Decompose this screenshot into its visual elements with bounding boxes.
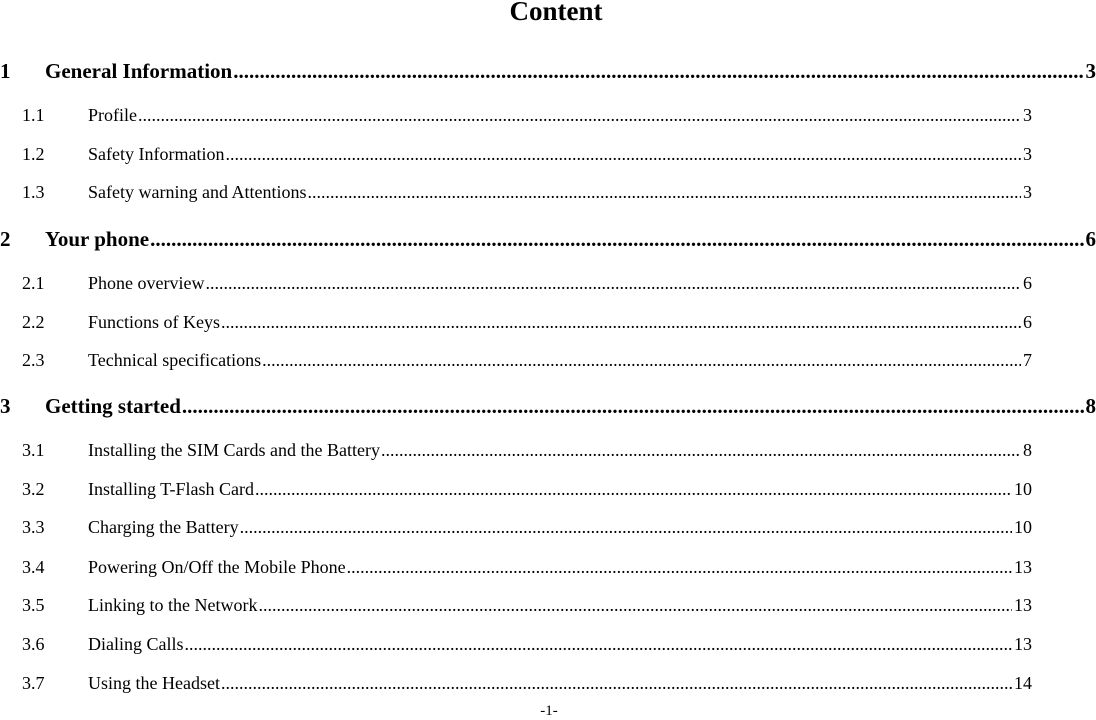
toc-entry-2-1[interactable]: [22, 271, 1032, 295]
toc-entry-page: 6: [1023, 310, 1032, 334]
toc-dot-leader: [221, 310, 1021, 334]
toc-entry-page: 3: [1023, 180, 1032, 204]
toc-entry-number: 3.1: [22, 438, 88, 462]
toc-entry-3-4[interactable]: [22, 555, 1032, 579]
toc-entry-label: Safety warning and Attentions: [88, 180, 306, 204]
toc-entry-page: 7: [1023, 348, 1032, 372]
toc-entry-label: Phone overview: [88, 271, 204, 295]
toc-entry-label: Getting started: [45, 393, 181, 419]
toc-entry-label: Dialing Calls: [88, 632, 184, 656]
toc-dot-leader: [138, 103, 1021, 127]
toc-entry-section-3[interactable]: [0, 393, 1096, 419]
toc-entry-3-3[interactable]: [22, 515, 1032, 539]
toc-entry-number: 3.3: [22, 515, 88, 539]
toc-entry-number: 2.3: [22, 348, 88, 372]
toc-entry-label: Functions of Keys: [88, 310, 220, 334]
toc-entry-number: 3.7: [22, 671, 88, 695]
toc-entry-number: 3: [0, 393, 45, 419]
toc-entry-page: 3: [1023, 142, 1032, 166]
toc-dot-leader: [258, 593, 1012, 617]
toc-entry-label: Powering On/Off the Mobile Phone: [88, 555, 346, 579]
toc-entry-page: 8: [1086, 393, 1096, 419]
toc-dot-leader: [240, 515, 1012, 539]
toc-entry-number: 3.5: [22, 593, 88, 617]
toc-entry-label: Using the Headset: [88, 671, 220, 695]
toc-dot-leader: [182, 393, 1084, 419]
toc-entry-label: Charging the Battery: [88, 515, 239, 539]
toc-entry-3-1[interactable]: [22, 438, 1032, 462]
toc-entry-number: 2: [0, 226, 45, 252]
toc-entry-1-2[interactable]: [22, 142, 1032, 166]
toc-entry-label: Installing T-Flash Card: [88, 477, 254, 501]
toc-entry-page: 10: [1014, 515, 1032, 539]
toc-entry-1-3[interactable]: [22, 180, 1032, 204]
toc-dot-leader: [225, 142, 1021, 166]
toc-dot-leader: [255, 477, 1012, 501]
toc-entry-number: 3.2: [22, 477, 88, 501]
toc-entry-page: 14: [1014, 671, 1032, 695]
toc-entry-label: Linking to the Network: [88, 593, 257, 617]
toc-entry-label: Safety Information: [88, 142, 224, 166]
toc-entry-section-2[interactable]: [0, 226, 1096, 252]
toc-entry-3-7[interactable]: [22, 671, 1032, 695]
toc-entry-page: 13: [1014, 632, 1032, 656]
toc-entry-label: Your phone: [45, 226, 149, 252]
toc-entry-label: Profile: [88, 103, 137, 127]
toc-entry-page: 3: [1023, 103, 1032, 127]
toc-dot-leader: [233, 58, 1083, 84]
toc-entry-page: 3: [1086, 58, 1096, 84]
toc-dot-leader: [221, 671, 1012, 695]
toc-dot-leader: [381, 438, 1021, 462]
page-number-footer: -1-: [0, 702, 1096, 720]
toc-entry-number: 1.2: [22, 142, 88, 166]
toc-entry-page: 8: [1023, 438, 1032, 462]
toc-entry-label: General Information: [45, 58, 232, 84]
toc-entry-number: 2.1: [22, 271, 88, 295]
toc-entry-number: 3.4: [22, 555, 88, 579]
toc-entry-number: 2.2: [22, 310, 88, 334]
toc-entry-page: 6: [1023, 271, 1032, 295]
toc-entry-3-6[interactable]: [22, 632, 1032, 656]
toc-entry-2-2[interactable]: [22, 310, 1032, 334]
toc-entry-3-2[interactable]: [22, 477, 1032, 501]
toc-entry-page: 13: [1014, 593, 1032, 617]
toc-entry-page: 10: [1014, 477, 1032, 501]
toc-entry-3-5[interactable]: [22, 593, 1032, 617]
toc-entry-label: Installing the SIM Cards and the Battery: [88, 438, 380, 462]
toc-entry-page: 6: [1086, 226, 1096, 252]
toc-dot-leader: [185, 632, 1013, 656]
toc-entry-section-1[interactable]: [0, 58, 1096, 84]
toc-entry-label: Technical specifications: [88, 348, 261, 372]
toc-entry-number: 1: [0, 58, 45, 84]
toc-entry-2-3[interactable]: [22, 348, 1032, 372]
toc-dot-leader: [347, 555, 1012, 579]
toc-entry-page: 13: [1014, 555, 1032, 579]
toc-dot-leader: [307, 180, 1021, 204]
toc-dot-leader: [205, 271, 1021, 295]
toc-dot-leader: [150, 226, 1083, 252]
toc-entry-number: 3.6: [22, 632, 88, 656]
toc-entry-number: 1.3: [22, 180, 88, 204]
toc-entry-number: 1.1: [22, 103, 88, 127]
toc-entry-1-1[interactable]: [22, 103, 1032, 127]
toc-heading: Content: [0, 0, 1096, 28]
toc-dot-leader: [262, 348, 1021, 372]
